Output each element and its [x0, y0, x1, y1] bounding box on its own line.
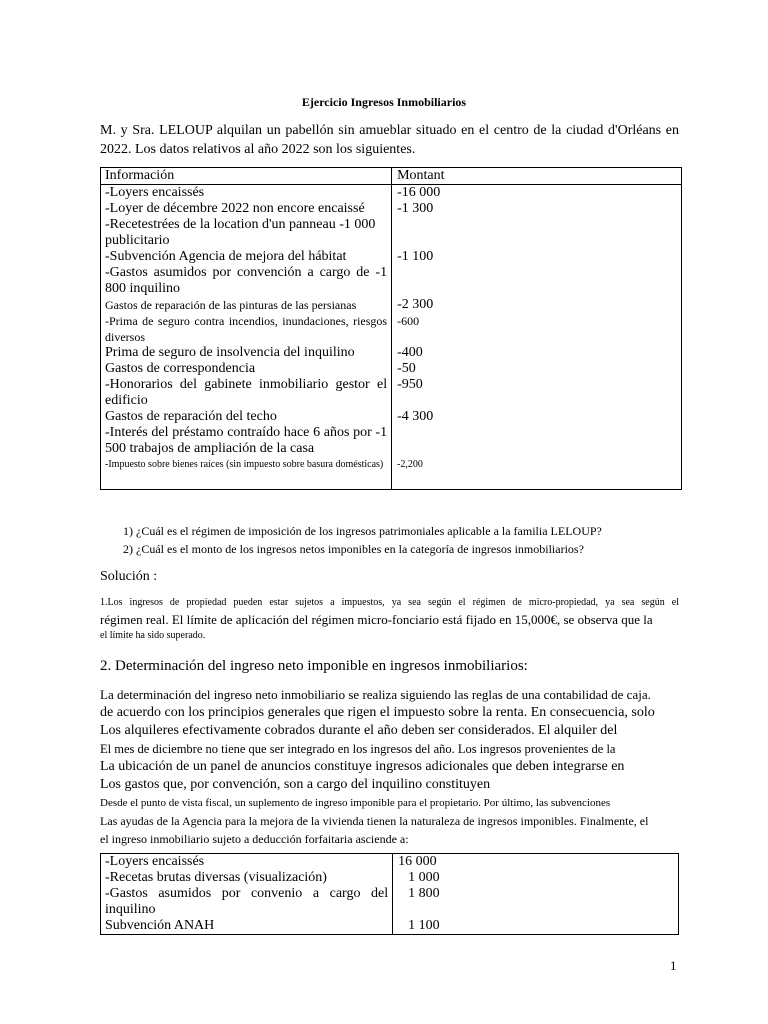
solution-2-line: de acuerdo con los principios generales que rigen el impuesto sobre la renta. En consecuencia, solo	[100, 705, 655, 720]
row-amount	[397, 217, 677, 249]
row-label: Prima de seguro de insolvencia del inquilino	[105, 345, 355, 360]
row-label: -Impuesto sobre bienes raíces (sin impuesto sobre basura domésticas)	[105, 459, 384, 470]
row-label: Gastos de reparación del techo	[105, 409, 277, 424]
solution-heading: Solución :	[100, 569, 158, 584]
solution-1-line: régimen real. El límite de aplicación del régimen micro-fonciario está fijado en 15,000€, se observa que la	[100, 612, 653, 627]
row-amount: -50	[397, 361, 416, 376]
row-label: -Gastos asumidos por convención a cargo de -1 800 inquilino	[105, 265, 388, 296]
solution-1-line: 1.Los ingresos de propiedad pueden estar sujetos a impuestos, ya sea según el régimen de micro-propiedad, ya sea según el	[100, 597, 679, 608]
solution-2-line: Desde el punto de vista fiscal, un suplemento de ingreso imponible para el propietario. Por último, las subvenciones	[100, 797, 611, 809]
row-label: -Loyers encaissés	[105, 185, 205, 200]
row-label: -Honorarios del gabinete inmobiliario gestor el edificio	[105, 377, 388, 408]
solution-1-line: el límite ha sido superado.	[100, 630, 206, 641]
row-label: -Subvención Agencia de mejora del hábitat	[105, 249, 347, 264]
summary-amounts-cell	[393, 854, 679, 935]
row-amount: -2 300	[397, 297, 434, 312]
row-amount: -2,200	[397, 459, 423, 470]
summary-amount: 1 800	[408, 886, 440, 901]
intro-paragraph: M. y Sra. LELOUP alquilan un pabellón sin amueblar situado en el centro de la ciudad d'Orléans en 2022. Los datos relativos al año 2022 son los siguientes.	[100, 123, 679, 157]
summary-label: -Gastos asumidos por convenio a cargo del inquilino	[105, 886, 389, 917]
solution-2-line: La determinación del ingreso neto inmobiliario se realiza siguiendo las reglas de una contabilidad de caja.	[100, 687, 651, 702]
solution-2-line: La ubicación de un panel de anuncios constituye ingresos adicionales que deben integrarse en	[100, 759, 625, 774]
page-number: 1	[670, 958, 677, 973]
solution-1-paragraph	[100, 596, 679, 642]
question-1: 1) ¿Cuál es el régimen de imposición de los ingresos patrimoniales aplicable a la familia LELOUP?	[123, 524, 602, 538]
summary-amount: 16 000	[398, 854, 437, 869]
row-label: -Prima de seguro contra incendios, inundaciones, riesgos diversos	[105, 314, 388, 344]
summary-label: -Loyers encaissés	[105, 854, 205, 869]
summary-labels-cell	[101, 854, 393, 935]
question-2: 2) ¿Cuál es el monto de los ingresos netos imponibles en la categoría de ingresos inmobiliarios?	[123, 542, 584, 556]
row-label: -Loyer de décembre 2022 non encore encaissé	[105, 201, 365, 216]
solution-2-heading: 2. Determinación del ingreso neto imponible en ingresos inmobiliarios:	[100, 658, 528, 674]
solution-2-line: Los gastos que, por convención, son a cargo del inquilino constituyen	[100, 777, 491, 792]
solution-2-line: Los alquileres efectivamente cobrados durante el año deben ser considerados. El alquiler del	[100, 723, 618, 738]
row-amount: -950	[397, 377, 423, 392]
row-amount: -4 300	[397, 409, 434, 424]
table-header-row	[101, 168, 682, 185]
row-label: -Interés del préstamo contraído hace 6 años por -1 500 trabajos de ampliación de la casa	[105, 425, 388, 456]
document-title: Ejercicio Ingresos Inmobiliarios	[301, 95, 467, 109]
row-amount: -400	[397, 345, 423, 360]
header-informacion: Información	[101, 168, 392, 185]
solution-2-line: El mes de diciembre no tiene que ser integrado en los ingresos del año. Los ingresos provenientes de la	[100, 742, 616, 756]
summary-table	[100, 853, 679, 935]
summary-body-row	[101, 854, 679, 935]
row-label: Gastos de reparación de las pinturas de las persianas	[105, 298, 357, 312]
data-table	[100, 167, 682, 490]
summary-amount: 1 000	[408, 870, 440, 885]
row-amount	[397, 425, 677, 457]
summary-label: Subvención ANAH	[105, 918, 215, 933]
row-amount: -1 300	[397, 201, 434, 216]
summary-label: -Recetas brutas diversas (visualización)	[105, 870, 327, 885]
labels-cell	[101, 185, 392, 490]
row-label: -Recetestrées de la location d'un panneau -1 000 publicitario	[105, 217, 376, 248]
solution-2-paragraph	[100, 686, 680, 848]
questions-list	[123, 522, 602, 558]
row-amount: -16 000	[397, 185, 441, 200]
amounts-cell	[392, 185, 682, 490]
solution-2-line: Las ayudas de la Agencia para la mejora de la vivienda tienen la naturaleza de ingresos imponibles. Finalmente, el	[100, 814, 649, 828]
summary-amount: 1 100	[408, 918, 440, 933]
header-montant: Montant	[392, 168, 682, 185]
solution-2-line: el ingreso inmobiliario sujeto a deducción forfaitaria asciende a:	[100, 832, 409, 846]
row-label: Gastos de correspondencia	[105, 361, 256, 376]
row-amount: -1 100	[397, 249, 434, 264]
table-body-row	[101, 185, 682, 490]
row-amount: -600	[397, 314, 420, 328]
row-amount	[397, 265, 677, 297]
